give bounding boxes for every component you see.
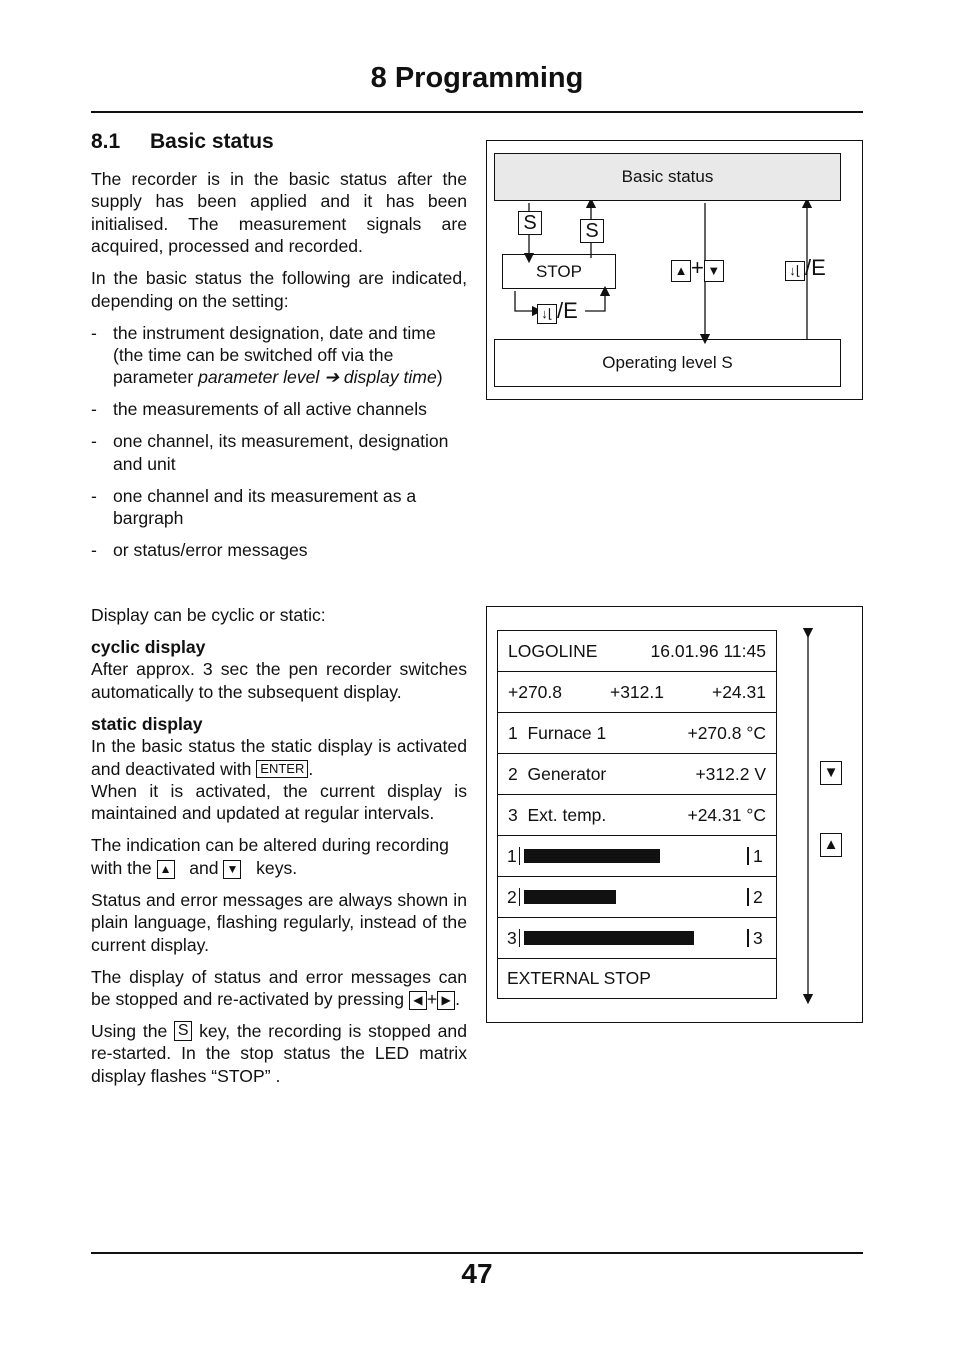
return-enter-icon: ↓⌊ /E [537, 299, 578, 324]
up-key-icon: ▲ [157, 860, 175, 879]
section-heading [91, 130, 274, 154]
list-item: - one channel, its measurement, designation and unit [91, 431, 449, 474]
display-screens-diagram [486, 606, 863, 1023]
table-row: 3 Ext. temp. +24.31 °C [498, 795, 776, 836]
alter-text: The indication can be altered during recording with the ▲ and ▼ keys. [91, 835, 449, 878]
s-key-text: Using the S key, the recording is stopped and re-started. In the stop status the LED matrix display flashes “STOP” . [91, 1021, 467, 1086]
down-key-icon: ▼ [223, 860, 241, 879]
cyclic-heading: cyclic display [91, 637, 206, 657]
table-row: +270.8 +312.1 +24.31 [498, 672, 776, 713]
header-rule [91, 111, 863, 113]
down-key-icon: ▼ [820, 761, 842, 785]
s-key-icon: S [174, 1021, 192, 1041]
table-row: LOGOLINE 16.01.96 11:45 [498, 631, 776, 672]
left-key-icon: ◀ [409, 991, 427, 1010]
s-key-icon: S [518, 211, 542, 235]
s-key-icon: S [580, 219, 604, 243]
page-number: 47 [461, 1258, 493, 1289]
display-intro: Display can be cyclic or static: [91, 605, 326, 625]
indication-list [91, 322, 467, 562]
list-item: - the measurements of all active channels [91, 399, 427, 420]
cyclic-text: After approx. 3 sec the pen recorder switches automatically to the subsequent display. [91, 659, 467, 702]
section-title: Basic status [150, 130, 274, 153]
basic-status-box: Basic status [494, 153, 841, 201]
static-heading: static display [91, 713, 203, 734]
status-text: Status and error messages are always shown in plain language, flashing regularly, instead of the current display. [91, 889, 467, 955]
bargraph-bar [524, 849, 660, 863]
chapter-title: 8 Programming [370, 62, 584, 94]
static-text-a: In the basic status the static display is activated and deactivated with ENTER . [91, 736, 467, 779]
arrow-to-return [515, 291, 537, 311]
display-table [497, 630, 777, 999]
enter-key-icon: ENTER [256, 760, 308, 778]
up-key-icon: ▲ [671, 260, 691, 282]
stop-messages-text: The display of status and error messages can be stopped and re-activated by pressing ◀ + ▶ . [91, 966, 467, 1010]
basic-status-diagram [486, 140, 863, 400]
up-key-icon: ▲ [820, 833, 842, 857]
intro-text [91, 168, 467, 571]
table-row: 1 Furnace 1 +270.8 °C [498, 713, 776, 754]
display-mode-text [91, 604, 467, 1097]
bargraph-bar [524, 931, 694, 945]
bar-row: 3 3 [498, 918, 776, 959]
static-text-b: When it is activated, the current display is maintained and updated at regular intervals. [91, 781, 467, 824]
status-row: EXTERNAL STOP [507, 968, 651, 988]
table-row: 2 Generator +312.2 V [498, 754, 776, 795]
bar-row: 1 1 [498, 836, 776, 877]
footer-rule [91, 1252, 863, 1254]
return-enter-icon: ↓⌊ /E [785, 256, 826, 281]
paragraph-indications: In the basic status the following are indicated, depending on the setting: [91, 268, 467, 311]
list-item: - or status/error messages [91, 540, 308, 561]
list-item: - one channel and its measurement as a bargraph [91, 485, 417, 529]
operating-level-box: Operating level S [494, 339, 841, 387]
cycle-arrow [787, 607, 847, 1022]
up-down-combo-icon: ▲ + ▼ [671, 257, 724, 282]
stop-box: STOP [502, 254, 616, 289]
bar-row: 2 2 [498, 877, 776, 918]
section-number: 8.1 [91, 130, 121, 153]
paragraph-basic-status: The recorder is in the basic status after the supply has been applied and it has been initialised. The measurement signals are acquired, processed and recorded. [91, 169, 467, 257]
down-key-icon: ▼ [704, 260, 724, 282]
right-key-icon: ▶ [437, 991, 455, 1010]
arrow-from-return [585, 291, 605, 311]
bargraph-bar [524, 890, 616, 904]
list-item: - the instrument designation, date and time (the time can be switched off via the parameter parameter level ➔ display time) [91, 322, 443, 388]
